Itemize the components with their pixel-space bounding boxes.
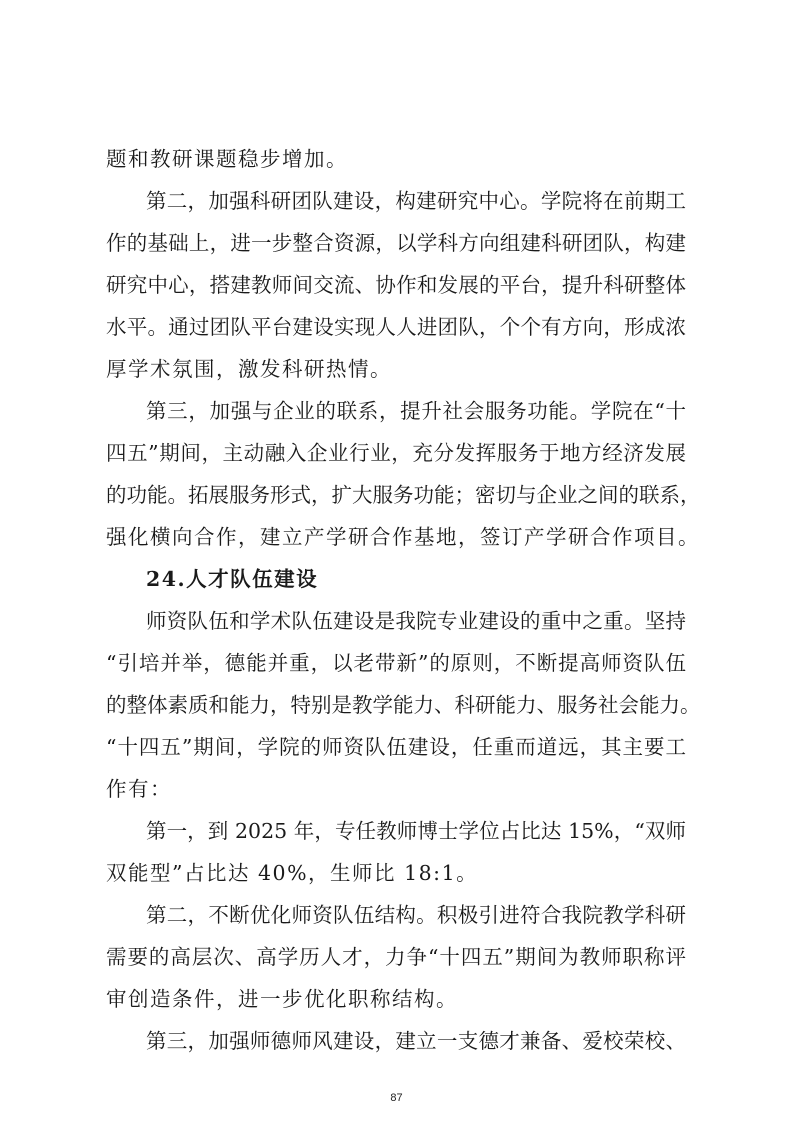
paragraph-line: 研究中心，搭建教师间交流、协作和发展的平台，提升科研整体 <box>106 273 686 297</box>
paragraph-line: 第一，到 2025 年，专任教师博士学位占比达 15%，“双师 <box>146 819 686 843</box>
paragraph-line: 强化横向合作，建立产学研合作基地，签订产学研合作项目。 <box>106 525 700 549</box>
paragraph-line: 第三，加强与企业的联系，提升社会服务功能。学院在“十 <box>146 399 686 423</box>
paragraph-line: 的功能。拓展服务形式，扩大服务功能；密切与企业之间的联系， <box>106 483 701 507</box>
paragraph-line: 作有： <box>106 777 172 801</box>
paragraph-line: 审创造条件，进一步优化职称结构。 <box>106 987 458 1011</box>
paragraph-line: 第二，加强科研团队建设，构建研究中心。学院将在前期工 <box>146 189 686 213</box>
page-number: 87 <box>390 1092 403 1104</box>
paragraph-line: 水平。通过团队平台建设实现人人进团队，个个有方向，形成浓 <box>106 315 686 339</box>
paragraph-line: 的整体素质和能力，特别是教学能力、科研能力、服务社会能力。 <box>106 693 701 717</box>
paragraph-line: 第三，加强师德师风建设，建立一支德才兼备、爱校荣校、 <box>146 1029 686 1053</box>
paragraph-line: 四五”期间，主动融入企业行业，充分发挥服务于地方经济发展 <box>106 441 686 465</box>
paragraph-line: 厚学术氛围，激发科研热情。 <box>106 357 392 381</box>
paragraph-line: 第二，不断优化师资队伍结构。积极引进符合我院教学科研 <box>146 903 686 927</box>
section-heading: 24.人才队伍建设 <box>146 567 319 591</box>
paragraph-line: “引培并举，德能并重，以老带新”的原则，不断提高师资队伍 <box>106 651 686 675</box>
paragraph-line: 题和教研课题稳步增加。 <box>106 147 348 171</box>
paragraph-line: “十四五”期间，学院的师资队伍建设，任重而道远，其主要工 <box>106 735 686 759</box>
paragraph-line: 双能型”占比达 40%，生师比 18:1。 <box>106 861 479 885</box>
paragraph-line: 需要的高层次、高学历人才，力争“十四五”期间为教师职称评 <box>106 945 686 969</box>
paragraph-line: 师资队伍和学术队伍建设是我院专业建设的重中之重。坚持 <box>146 609 686 633</box>
paragraph-line: 作的基础上，进一步整合资源，以学科方向组建科研团队，构建 <box>106 231 686 255</box>
